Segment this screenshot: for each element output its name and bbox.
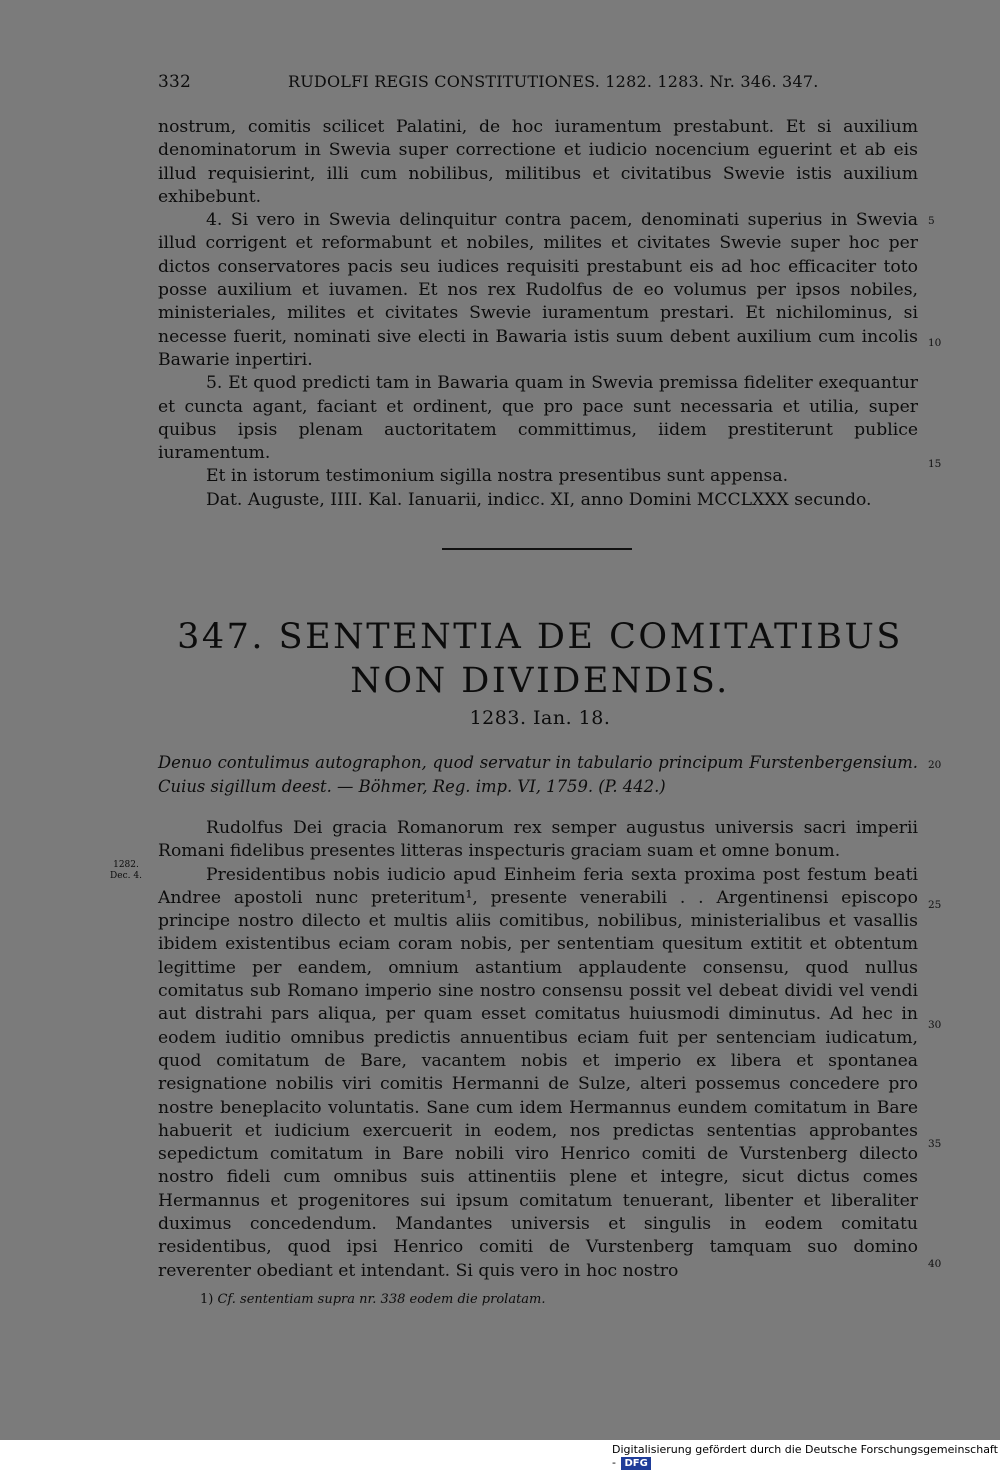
paragraph: 5. Et quod predicti tam in Bawaria quam in Swevia premissa fideliter exequantur et cuncta agant, faciant et ordinent, que pro pace sunt necessaria et utilia, super quibus ipsis plenam auctoritatem committimus, iidem prestiterunt publice iuramentum. [158, 373, 918, 464]
paragraph: nostrum, comitis scilicet Palatini, de hoc iuramentum prestabunt. Et si auxilium denominatorum in Swevia super correctione et iudicio nocencium eguerint et ab eis illud requisierint, illi cum nobilibus, militibus et civitatibus Swevie istis auxilium exhibebunt. [158, 117, 918, 207]
document-date: 1283. Ian. 18. [469, 707, 611, 729]
line-number: 30 [928, 1019, 942, 1031]
document-title: 347. SENTENTIA DE COMITATIBUS [177, 617, 903, 657]
page-number: 332 [158, 72, 192, 92]
running-title: RUDOLFI REGIS CONSTITUTIONES. 1282. 1283. Nr. 346. 347. [288, 72, 819, 91]
running-header [158, 72, 918, 96]
editorial-note: Denuo contulimus autographon, quod servatur in tabulario principum Furstenbergensium. Cuius sigillum deest. — Böhmer, Reg. imp. VI, 1759. (P. 442.) [158, 753, 918, 796]
dating-clause: Dat. Auguste, IIII. Kal. Ianuarii, indicc. XI, anno Domini MCCLXXX secundo. [206, 489, 872, 510]
credit-text: Digitalisierung gefördert durch die Deutsche Forschungsgemeinschaft - [612, 1443, 998, 1469]
section-divider [442, 548, 632, 550]
line-number: 15 [928, 458, 942, 470]
line-number: 25 [928, 899, 942, 911]
line-number: 35 [928, 1138, 942, 1150]
footnote-text: Cf. sententiam supra nr. 338 eodem die prolatam. [217, 1292, 546, 1307]
previous-document-text [158, 116, 918, 512]
paragraph: Presidentibus nobis iudicio apud Einheim feria sexta proxima post festum beati Andree apostoli nunc preteritum¹, presente venerabili . . Argentinensi episcopo principe nostro dilecto et multis aliis comitibus, nobilibus, ministerialibus et vasallis ibidem existentibus eciam coram nobis, per sententiam quesitum extitit et obtentum legittime per eandem, omnium astantium applaudente consensu, quod nullus comitatus sub Romano imperio sine nostro consensu possit vel debeat dividi vel vendi aut distrahi pars aliqua, per quam esset comitatus huiusmodi diminutus. Ad hec in eodem iuditio omnibus predictis annuentibus eciam fuit per sentenciam iudicatum, quod comitatum de Bare, vacantem nobis et imperio ex libera et spontanea resignatione nobilis viri comitis Hermanni de Sulze, alteri possemus concedere pro nostre beneplacito voluntatis. Sane cum idem Hermannus eundem comitatum in Bare habuerit et iudicium exercuerit in eodem, nos predictas sententias approbantes sepedictum comitatum in Bare nobili viro Henrico comiti de Vurstenberg dilecto nostro fideli cum omnibus suis attinentiis plene et integre, sicut dictus comes Hermannus et progenitores sui ipsum comitatum tenuerant, libenter et liberaliter duximus concedendum. Mandantes universis et singulis in eodem comitatu residentibus, quod ipsi Henrico comiti de Vurstenberg tamquam suo domino reverenter obediant et intendant. Si quis vero in hoc nostro [158, 864, 918, 1281]
footnote [200, 1292, 900, 1307]
paragraph: Et in istorum testimonium sigilla nostra presentibus sunt appensa. [206, 466, 789, 487]
margin-date-year: 1282. [113, 860, 139, 870]
document-title-continued: NON DIVIDENDIS. [350, 661, 730, 701]
paragraph: Rudolfus Dei gracia Romanorum rex semper augustus universis sacri imperii Romani fidelibus presentes litteras inspecturis graciam suam et omne bonum. [158, 818, 918, 862]
document-text [158, 817, 918, 1283]
line-number: 10 [928, 337, 942, 349]
line-number: 40 [928, 1258, 942, 1270]
paragraph: 4. Si vero in Swevia delinquitur contra pacem, denominati superius in Swevia illud corrigent et reformabunt et nobiles, milites et civitates Swevie super hoc per dictos conservatores pacis seu iudices requisiti prestabunt eis ad hoc efficaciter toto posse auxilium et iuvamen. Et nos rex Rudolfus de eo volumus per ipsos nobiles, ministeriales, milites et civitates Swevie iuramentum prestari. Et nichilominus, si necesse fuerit, nominati sive electi in Bawaria istis suum debent auxilium cum incolis Bawarie inpertiri. [158, 210, 918, 370]
footnote-number: 1) [200, 1292, 214, 1307]
margin-date-day: Dec. 4. [110, 871, 142, 881]
dfg-logo-icon: DFG [621, 1457, 650, 1470]
line-number: 5 [928, 215, 935, 227]
line-number: 20 [928, 759, 942, 771]
margin-date [100, 860, 152, 882]
